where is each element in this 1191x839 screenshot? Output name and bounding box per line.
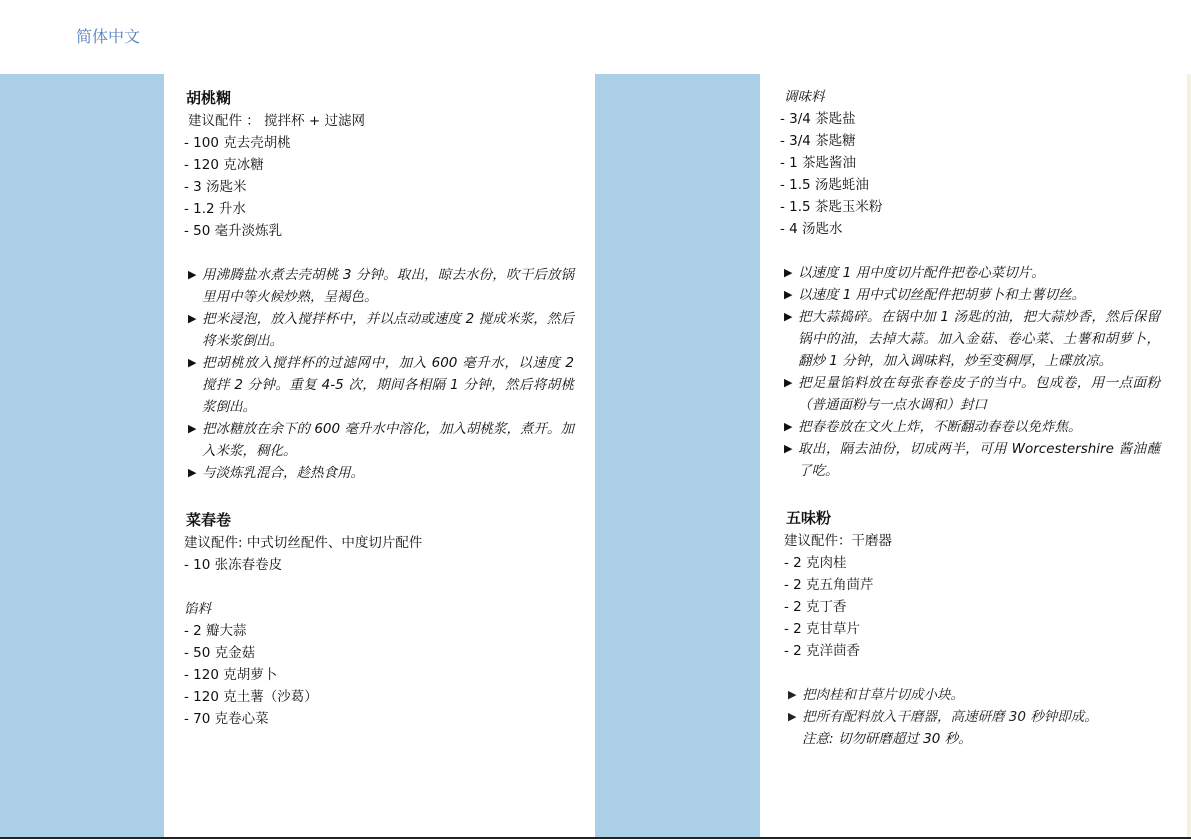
- ingredient-item: - 1 茶匙酱油: [780, 155, 857, 171]
- fivespice-note: 注意: 切勿研磨超过 30 秒。: [802, 731, 972, 747]
- seasoning-list: [780, 108, 1160, 240]
- ingredient-item: - 3/4 茶匙糖: [780, 133, 856, 149]
- filling-label: 馅料: [184, 601, 211, 617]
- walnut-ingredient-list: [184, 132, 574, 242]
- step-item: ▶ 与淡炼乳混合，趁热食用。: [184, 462, 574, 484]
- step-item: ▶ 取出，隔去油份，切成两半，可用 Worcestershire 酱油蘸了吃。: [780, 438, 1160, 482]
- ingredient-item: - 2 克洋茴香: [784, 643, 861, 659]
- ingredient-item: - 3/4 茶匙盐: [780, 111, 856, 127]
- ingredient-item: - 50 毫升淡炼乳: [184, 223, 283, 239]
- seasoning-label: 调味料: [784, 89, 825, 105]
- fivespice-recipe-title: 五味粉: [786, 509, 832, 527]
- step-item: ▶ 把足量馅料放在每张春卷皮子的当中。包成卷，用一点面粉（普通面粉与一点水调和）封口: [780, 372, 1160, 416]
- ingredient-item: - 50 克金菇: [184, 645, 256, 661]
- springroll-recipe-title: 菜春卷: [186, 511, 232, 529]
- bullet-icon: ▶: [784, 288, 793, 301]
- bullet-icon: ▶: [188, 268, 197, 281]
- ingredient-item: - 2 瓣大蒜: [184, 623, 247, 639]
- step-item: ▶ 把冰糖放在余下的 600 毫升水中溶化，加入胡桃浆，煮开。加入米浆，稠化。: [184, 418, 574, 462]
- ingredient-item: - 2 克甘草片: [784, 621, 861, 637]
- bullet-icon: ▶: [784, 376, 793, 389]
- left-column: [184, 86, 574, 730]
- bullet-icon: ▶: [188, 466, 197, 479]
- step-item: ▶ 把肉桂和甘草片切成小块。: [784, 684, 1160, 706]
- step-item: ▶ 把米浸泡，放入搅拌杯中，并以点动或速度 2 搅成米浆，然后将米浆倒出。: [184, 308, 574, 352]
- ingredient-item: - 2 克五角茴芹: [784, 577, 874, 593]
- right-column: [780, 86, 1160, 750]
- bullet-icon: ▶: [784, 420, 793, 433]
- springroll-wrapper: - 10 张冻春卷皮: [184, 557, 283, 573]
- bullet-icon: ▶: [784, 442, 793, 455]
- bullet-icon: ▶: [188, 312, 197, 325]
- ingredient-item: - 70 克卷心菜: [184, 711, 269, 727]
- step-item: ▶ 把所有配料放入干磨器，高速研磨 30 秒钟即成。: [784, 706, 1160, 728]
- ingredient-item: - 3 汤匙米: [184, 179, 247, 195]
- springroll-accessories: 建议配件: 中式切丝配件、中度切片配件: [184, 535, 423, 551]
- language-label: 简体中文: [76, 27, 141, 46]
- ingredient-item: - 4 汤匙水: [780, 221, 843, 237]
- step-item: ▶ 把春卷放在文火上炸，不断翻动春卷以免炸焦。: [780, 416, 1160, 438]
- ingredient-item: - 100 克去壳胡桃: [184, 135, 291, 151]
- walnut-accessories: 建议配件 ： 搅拌杯 + 过滤网: [188, 113, 365, 129]
- bullet-icon: ▶: [188, 422, 197, 435]
- bullet-icon: ▶: [784, 266, 793, 279]
- ingredient-item: - 1.5 汤匙蚝油: [780, 177, 869, 193]
- fivespice-ingredient-list: [784, 552, 1160, 662]
- bullet-icon: ▶: [784, 310, 793, 323]
- step-item: ▶ 以速度 1 用中式切丝配件把胡萝卜和土薯切丝。: [780, 284, 1160, 306]
- ingredient-item: - 1.5 茶匙玉米粉: [780, 199, 883, 215]
- bullet-icon: ▶: [188, 356, 197, 369]
- ingredient-item: - 120 克土薯（沙葛）: [184, 689, 318, 705]
- walnut-recipe-title: 胡桃糊: [186, 89, 232, 107]
- springroll-steps: [780, 262, 1160, 482]
- walnut-steps: [184, 264, 574, 484]
- ingredient-item: - 2 克丁香: [784, 599, 847, 615]
- middle-margin-band: [595, 74, 760, 837]
- right-edge-strip: [1187, 74, 1191, 837]
- step-item: ▶ 把大蒜捣碎。在锅中加 1 汤匙的油，把大蒜炒香，然后保留锅中的油，去掉大蒜。加入金菇、卷心菜、土薯和胡萝卜，翻炒 1 分钟，加入调味料，炒至变稠厚，上碟放凉。: [780, 306, 1160, 372]
- ingredient-item: - 2 克肉桂: [784, 555, 847, 571]
- step-item: ▶ 以速度 1 用中度切片配件把卷心菜切片。: [780, 262, 1160, 284]
- fivespice-accessories: 建议配件：干磨器: [784, 533, 892, 549]
- bullet-icon: ▶: [788, 688, 797, 701]
- filling-list: [184, 620, 574, 730]
- ingredient-item: - 120 克冰糖: [184, 157, 264, 173]
- step-item: ▶ 把胡桃放入搅拌杯的过滤网中，加入 600 毫升水，以速度 2 搅拌 2 分钟。重复 4-5 次，期间各相隔 1 分钟，然后将胡桃浆倒出。: [184, 352, 574, 418]
- ingredient-item: - 120 克胡萝卜: [184, 667, 278, 683]
- step-item: ▶ 用沸腾盐水煮去壳胡桃 3 分钟。取出，晾去水份，吹干后放锅里用中等火候炒熟，呈褐色。: [184, 264, 574, 308]
- left-margin-band: [0, 74, 164, 837]
- bullet-icon: ▶: [788, 710, 797, 723]
- fivespice-steps: [784, 684, 1160, 728]
- ingredient-item: - 1.2 升水: [184, 201, 246, 217]
